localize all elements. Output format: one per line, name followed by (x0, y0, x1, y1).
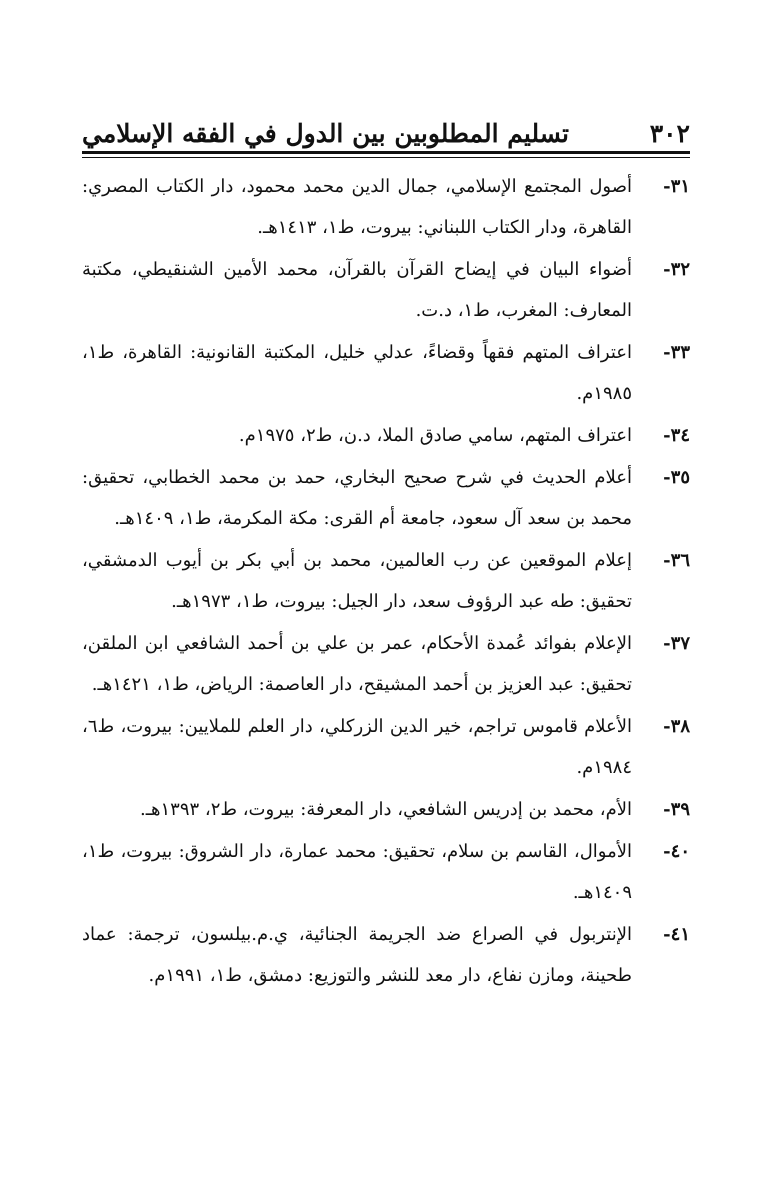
reference-number: ٣٤- (663, 425, 690, 446)
reference-item (82, 540, 690, 622)
running-title: تسليم المطلوبين بين الدول في الفقه الإسلامي (82, 119, 569, 148)
reference-item (82, 623, 690, 705)
reference-item (82, 415, 690, 456)
reference-item (82, 249, 690, 331)
reference-text: أصول المجتمع الإسلامي، جمال الدين محمد محمود، دار الكتاب المصري: القاهرة، ودار الكتاب اللبناني: بيروت، ط١، ١٤١٣هـ. (82, 176, 632, 238)
reference-text: الأموال، القاسم بن سلام، تحقيق: محمد عمارة، دار الشروق: بيروت، ط١، ١٤٠٩هـ. (82, 841, 632, 903)
reference-number: ٣٢- (663, 259, 690, 280)
reference-text: أضواء البيان في إيضاح القرآن بالقرآن، محمد الأمين الشنقيطي، مكتبة المعارف: المغرب، ط١، د.ت. (82, 259, 632, 321)
page-header (82, 108, 690, 148)
reference-number: ٣٨- (663, 716, 690, 737)
page-number: ٣٠٢ (649, 119, 690, 148)
reference-text: الإنتربول في الصراع ضد الجريمة الجنائية، ي.م.بيلسون، ترجمة: عماد طحينة، ومازن نفاع، دار معد للنشر والتوزيع: دمشق، ط١، ١٩٩١م. (82, 924, 632, 986)
reference-text: الإعلام بفوائد عُمدة الأحكام، عمر بن علي بن أحمد الشافعي ابن الملقن، تحقيق: عبد العزيز بن أحمد المشيقح، دار العاصمة: الرياض، ط١، ١٤٢١هـ. (82, 633, 632, 695)
reference-item (82, 706, 690, 788)
reference-text: اعتراف المتهم فقهاً وقضاءً، عدلي خليل، المكتبة القانونية: القاهرة، ط١، ١٩٨٥م. (82, 342, 632, 404)
reference-number: ٤١- (663, 924, 690, 945)
reference-text: أعلام الحديث في شرح صحيح البخاري، حمد بن محمد الخطابي، تحقيق: محمد بن سعد آل سعود، جامعة أم القرى: مكة المكرمة، ط١، ١٤٠٩هـ. (82, 467, 632, 529)
header-rule (82, 151, 690, 158)
reference-item (82, 831, 690, 913)
reference-list (82, 166, 690, 997)
reference-item (82, 332, 690, 414)
reference-number: ٣٣- (663, 342, 690, 363)
reference-text: اعتراف المتهم، سامي صادق الملا، د.ن، ط٢، ١٩٧٥م. (238, 425, 632, 446)
reference-number: ٣٦- (663, 550, 690, 571)
reference-item (82, 457, 690, 539)
reference-item (82, 789, 690, 830)
reference-text: إعلام الموقعين عن رب العالمين، محمد بن أبي بكر بن أيوب الدمشقي، تحقيق: طه عبد الرؤوف سعد، دار الجيل: بيروت، ط١، ١٩٧٣هـ. (82, 550, 632, 612)
reference-number: ٣٥- (663, 467, 690, 488)
reference-item (82, 914, 690, 996)
reference-number: ٤٠- (663, 841, 690, 862)
reference-item (82, 166, 690, 248)
reference-text: الأم، محمد بن إدريس الشافعي، دار المعرفة: بيروت، ط٢، ١٣٩٣هـ. (140, 799, 632, 820)
reference-number: ٣١- (663, 176, 690, 197)
reference-text: الأعلام قاموس تراجم، خير الدين الزركلي، دار العلم للملايين: بيروت، ط٦، ١٩٨٤م. (82, 716, 632, 778)
reference-number: ٣٧- (663, 633, 690, 654)
reference-number: ٣٩- (663, 799, 690, 820)
